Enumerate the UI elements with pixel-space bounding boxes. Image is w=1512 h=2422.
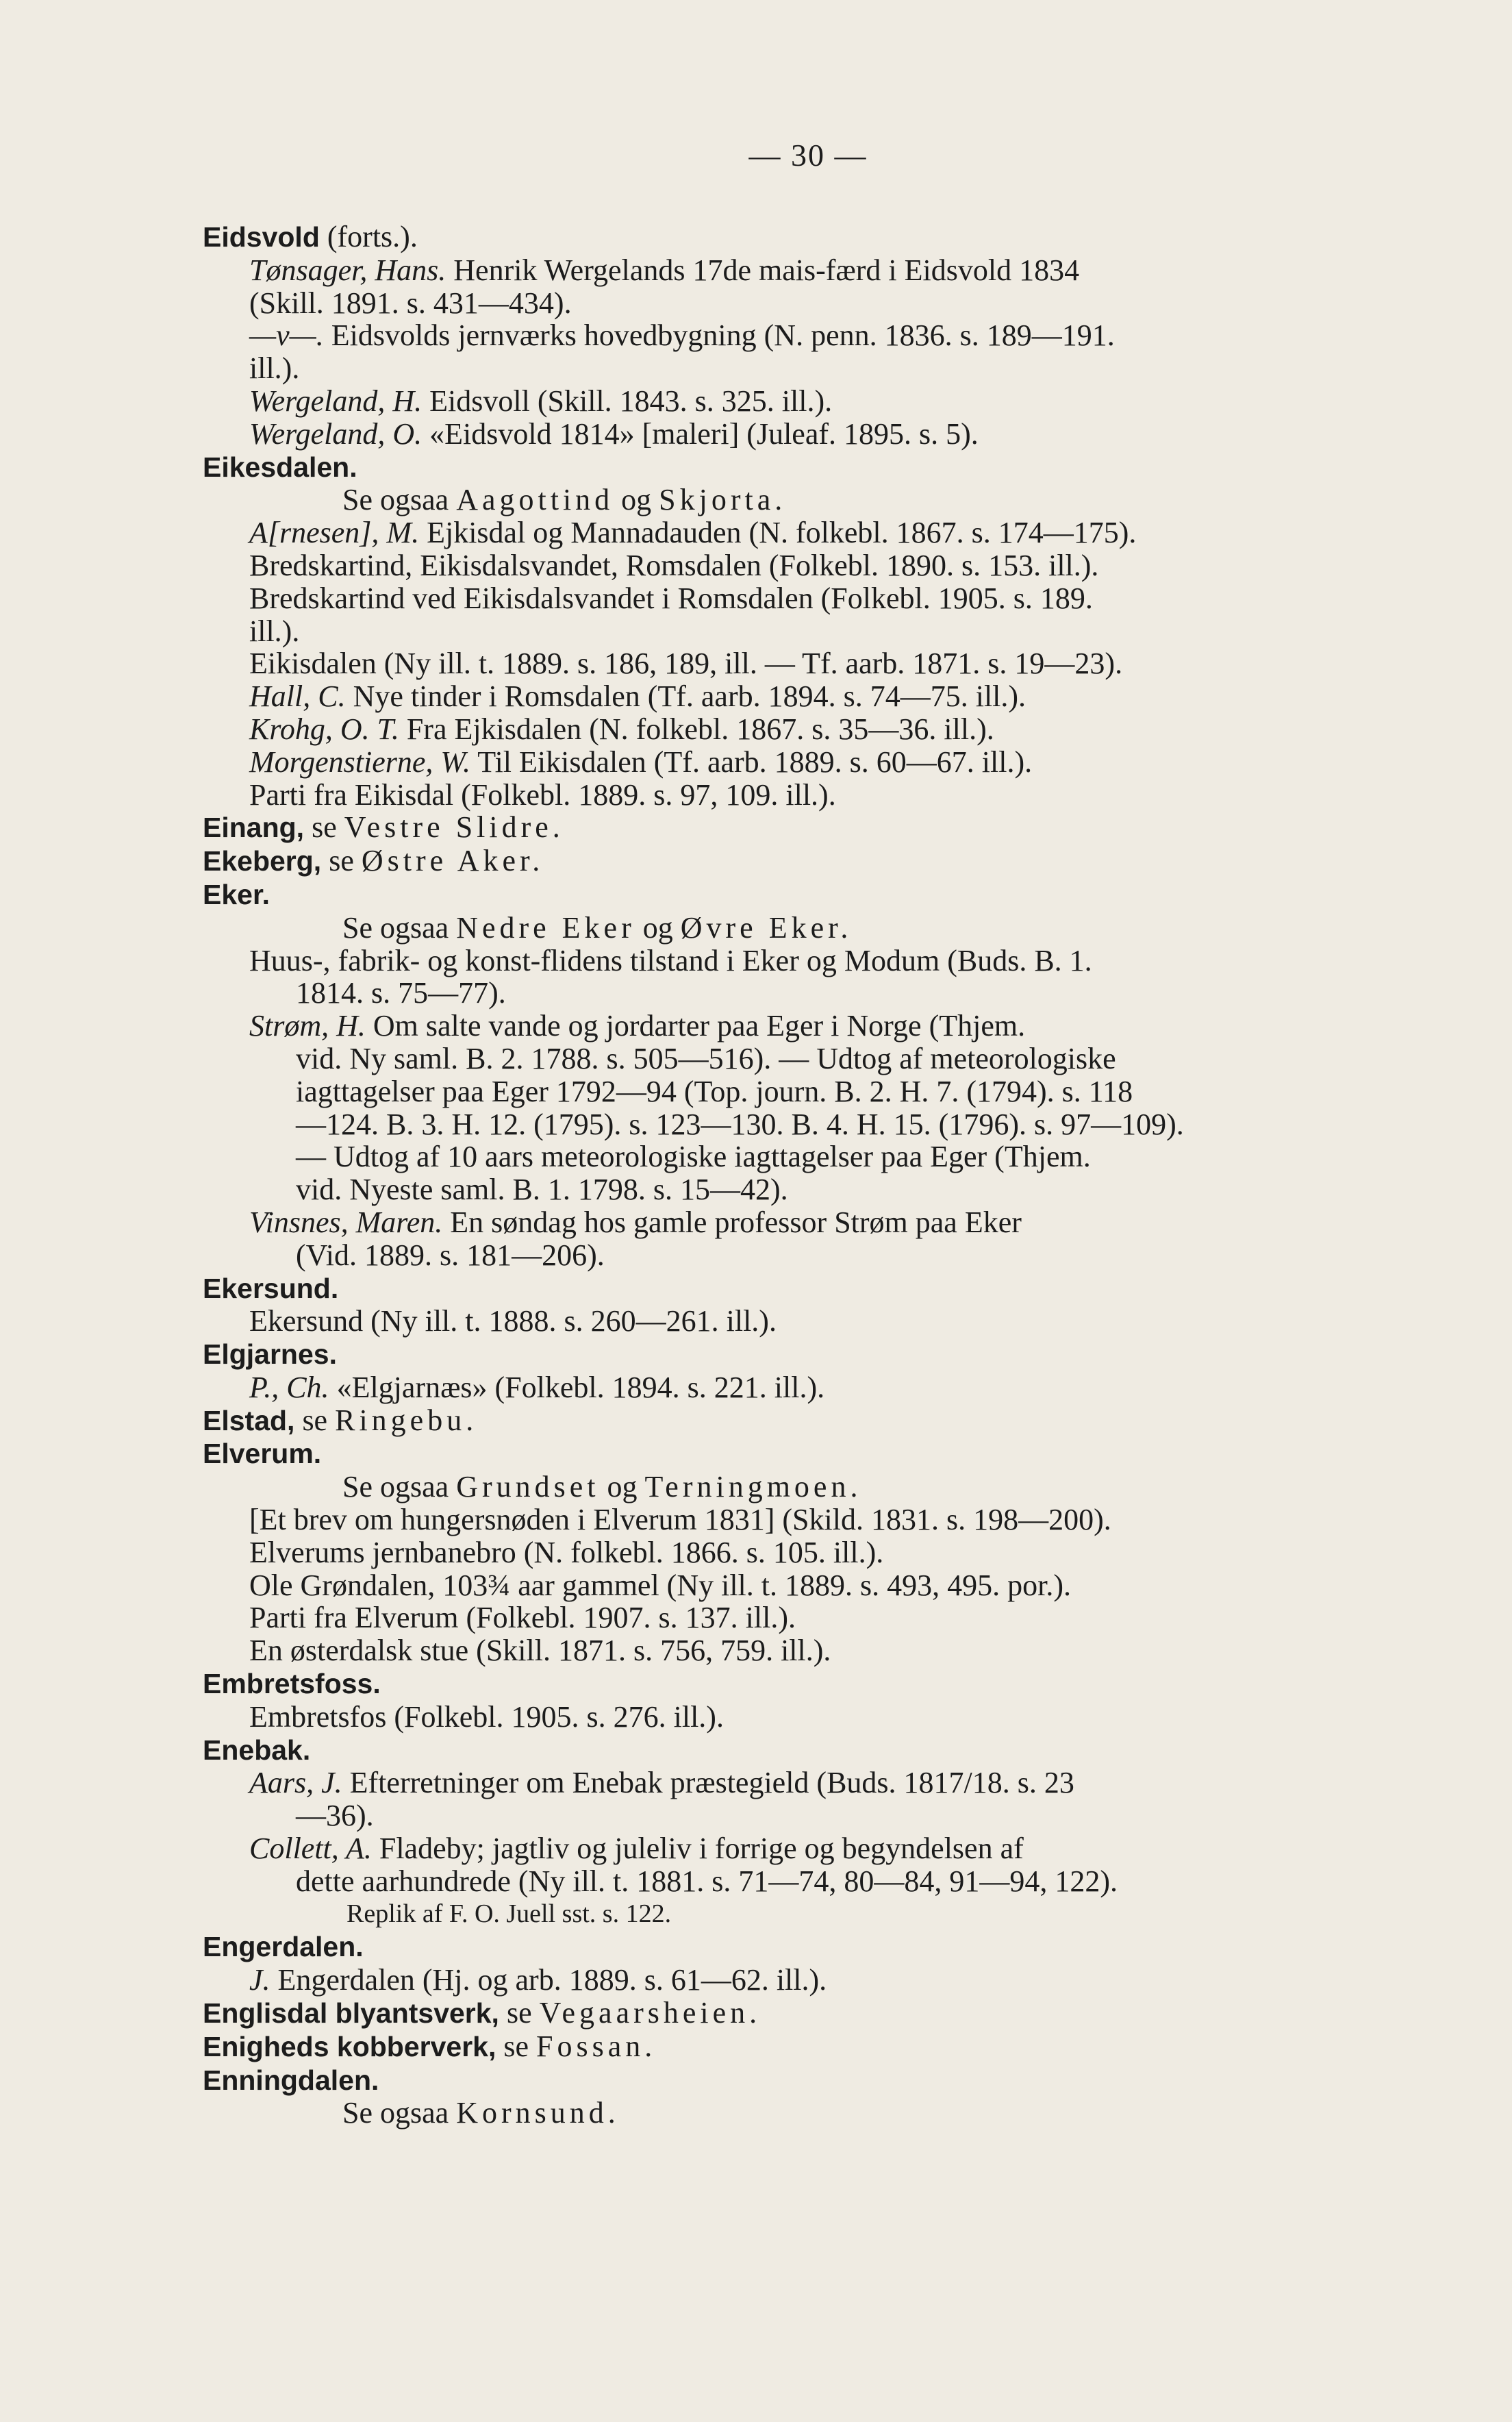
index-entry-line: [203, 912, 1374, 945]
author-name: —v—.: [249, 319, 324, 353]
place-heading: Ekersund.: [203, 1272, 339, 1304]
index-entry-line: [203, 1964, 1374, 1997]
cross-reference: Ringebu.: [335, 1403, 478, 1437]
index-entry-line: [203, 385, 1374, 418]
place-heading: Einang,: [203, 812, 305, 844]
entry-text: Eidsvolds jernværks hovedbygning (N. penn. 1836. s. 189—191.: [323, 319, 1115, 353]
entry-text: se: [304, 810, 344, 845]
cross-reference: Øvre Eker.: [680, 910, 853, 945]
entry-text: og: [614, 483, 659, 517]
entry-text: Fra Ejkisdalen (N. folkebl. 1867. s. 35—36. ill.).: [399, 712, 994, 746]
index-entry-line: [203, 1766, 1374, 1799]
entry-text: Fladeby; jagtliv og juleliv i forrige og begyndelsen af: [371, 1832, 1024, 1866]
index-heading-line: [203, 1437, 1374, 1471]
entry-text: Ekersund (Ny ill. t. 1888. s. 260—261. ill.).: [249, 1304, 777, 1338]
index-entry-line: [203, 1865, 1374, 1898]
index-entry-line: [203, 779, 1374, 812]
author-name: Hall, C.: [249, 679, 346, 714]
entry-text: Efterretninger om Enebak præstegield (Buds. 1817/18. s. 23: [342, 1766, 1074, 1800]
entry-text: Ole Grøndalen, 103¾ aar gammel (Ny ill. t. 1889. s. 493, 495. por.).: [249, 1568, 1072, 1602]
index-heading-line: [203, 878, 1374, 912]
entry-text: Eidsvoll (Skill. 1843. s. 325. ill.).: [422, 384, 833, 418]
index-entry-line: [203, 1898, 1374, 1931]
entry-text: Se ogsaa: [342, 2096, 457, 2130]
index-heading-line: [203, 811, 1374, 845]
index-entry-line: [203, 1140, 1374, 1173]
entry-text: se: [294, 1403, 336, 1437]
index-entry-line: [203, 1010, 1374, 1043]
index-entry-line: [203, 1173, 1374, 1206]
entry-text: «Eidsvold 1814» [maleri] (Juleaf. 1895. s. 5).: [422, 416, 979, 451]
index-entry-line: [203, 713, 1374, 746]
index-heading-line: [203, 1930, 1374, 1964]
entry-text: —36).: [296, 1799, 374, 1833]
index-entry-line: [203, 352, 1374, 385]
entry-text: vid. Nyeste saml. B. 1. 1798. s. 15—42).: [296, 1173, 788, 1207]
cross-reference: Østre Aker.: [361, 844, 544, 878]
entry-text: dette aarhundrede (Ny ill. t. 1881. s. 71—74, 80—84, 91—94, 122).: [296, 1864, 1118, 1898]
index-entry-line: [203, 1503, 1374, 1536]
entry-text: Embretsfos (Folkebl. 1905. s. 276. ill.).: [249, 1699, 724, 1734]
author-name: Wergeland, H.: [249, 384, 423, 418]
index-entry-line: [203, 1569, 1374, 1602]
index-entry-line: [203, 977, 1374, 1010]
index-entry-line: [203, 1634, 1374, 1667]
author-name: J.: [249, 1963, 270, 1997]
entry-text: Bredskartind, Eikisdalsvandet, Romsdalen (Folkebl. 1890. s. 153. ill.).: [249, 548, 1099, 582]
index-entry-line: [203, 549, 1374, 582]
entry-text: Bredskartind ved Eikisdalsvandet i Romsdalen (Folkebl. 1905. s. 189.: [249, 581, 1093, 615]
cross-reference: Aagottind: [456, 483, 614, 517]
place-heading: Elstad,: [203, 1404, 295, 1436]
index-heading-line: [203, 1272, 1374, 1306]
place-heading: Enningdalen.: [203, 2064, 379, 2096]
entry-text: Se ogsaa: [342, 910, 457, 945]
index-entry-line: [203, 1206, 1374, 1239]
entry-text: (Vid. 1889. s. 181—206).: [296, 1238, 605, 1272]
index-entry-line: [203, 1239, 1374, 1272]
entry-text: iagttagelser paa Eger 1792—94 (Top. journ. B. 2. H. 7. (1794). s. 118: [296, 1074, 1133, 1108]
index-entry-line: [203, 287, 1374, 320]
entry-text: se: [496, 2029, 537, 2063]
place-heading: Elverum.: [203, 1438, 322, 1470]
place-heading: Eidsvold: [203, 221, 320, 253]
index-heading-line: [203, 1338, 1374, 1371]
entry-text: ill.).: [249, 614, 300, 648]
index-entry-line: [203, 1601, 1374, 1634]
place-heading: Ekeberg,: [203, 845, 322, 877]
entry-text: «Elgjarnæs» (Folkebl. 1894. s. 221. ill.).: [329, 1370, 825, 1404]
place-heading: Engerdalen.: [203, 1931, 364, 1963]
author-name: P., Ch.: [249, 1370, 329, 1404]
cross-reference: Kornsund.: [456, 2096, 620, 2130]
index-entry-line: [203, 1832, 1374, 1865]
place-heading: Eikesdalen.: [203, 451, 357, 483]
cross-reference: Fossan.: [536, 2029, 657, 2063]
entry-text: Se ogsaa: [342, 1470, 457, 1504]
entry-text: og: [599, 1470, 645, 1504]
index-heading-line: [203, 1997, 1374, 2030]
entry-text: se: [321, 844, 362, 878]
index-heading-line: [203, 2030, 1374, 2064]
entry-text: Se ogsaa: [342, 483, 457, 517]
index-entries: [203, 221, 1374, 2130]
entry-text: (forts.).: [319, 220, 418, 253]
entry-text: 1814. s. 75—77).: [296, 976, 506, 1010]
entry-text: Parti fra Elverum (Folkebl. 1907. s. 137. ill.).: [249, 1601, 796, 1635]
index-entry-line: [203, 254, 1374, 287]
entry-text: Parti fra Eikisdal (Folkebl. 1889. s. 97, 109. ill.).: [249, 777, 836, 812]
entry-text: Nye tinder i Romsdalen (Tf. aarb. 1894. s. 74—75. ill.).: [345, 679, 1026, 714]
cross-reference: Skjorta.: [659, 483, 787, 517]
entry-text: En østerdalsk stue (Skill. 1871. s. 756, 759. ill.).: [249, 1634, 831, 1668]
index-entry-line: [203, 1536, 1374, 1569]
index-entry-line: [203, 319, 1374, 352]
index-entry-line: [203, 418, 1374, 451]
cross-reference: Terningmoen.: [644, 1470, 862, 1504]
index-entry-line: [203, 1371, 1374, 1404]
entry-text: —124. B. 3. H. 12. (1795). s. 123—130. B. 4. H. 15. (1796). s. 97—109).: [296, 1107, 1184, 1141]
index-entry-line: [203, 1799, 1374, 1832]
place-heading: Elgjarnes.: [203, 1338, 337, 1371]
entry-text: Eikisdalen (Ny ill. t. 1889. s. 186, 189, ill. — Tf. aarb. 1871. s. 19—23).: [249, 647, 1123, 681]
entry-text: vid. Ny saml. B. 2. 1788. s. 505—516). — Udtog af meteorologiske: [296, 1041, 1116, 1075]
index-entry-line: [203, 1043, 1374, 1075]
index-entry-line: [203, 582, 1374, 615]
index-heading-line: [203, 845, 1374, 878]
index-entry-line: [203, 2097, 1374, 2130]
index-entry-line: [203, 746, 1374, 779]
cross-reference: Vegaarsheien.: [539, 1996, 761, 2030]
index-entry-line: [203, 1108, 1374, 1141]
entry-text: og: [635, 910, 681, 945]
author-name: Strøm, H.: [249, 1009, 366, 1043]
author-name: Wergeland, O.: [249, 416, 423, 451]
author-name: Tønsager, Hans.: [249, 253, 446, 287]
index-entry-line: [203, 945, 1374, 977]
entry-text: Huus-, fabrik- og konst-flidens tilstand i Eker og Modum (Buds. B. 1.: [249, 943, 1092, 977]
index-entry-line: [203, 1075, 1374, 1108]
entry-text: — Udtog af 10 aars meteorologiske iagttagelser paa Eger (Thjem.: [296, 1140, 1091, 1174]
place-heading: Eker.: [203, 878, 270, 910]
entry-text: Henrik Wergelands 17de mais-færd i Eidsvold 1834: [446, 253, 1080, 287]
page-number: — 30 —: [748, 138, 868, 173]
index-heading-line: [203, 451, 1374, 484]
entry-text: Engerdalen (Hj. og arb. 1889. s. 61—62. ill.).: [270, 1963, 827, 1997]
entry-text: [Et brev om hungersnøden i Elverum 1831] (Skild. 1831. s. 198—200).: [249, 1503, 1111, 1537]
index-heading-line: [203, 1404, 1374, 1438]
index-entry-line: [203, 484, 1374, 516]
author-name: Morgenstierne, W.: [249, 745, 471, 779]
author-name: Krohg, O. T.: [249, 712, 399, 746]
entry-text: Til Eikisdalen (Tf. aarb. 1889. s. 60—67. ill.).: [470, 745, 1033, 779]
index-entry-line: [203, 516, 1374, 549]
place-heading: Enebak.: [203, 1734, 311, 1766]
entry-text: (Skill. 1891. s. 431—434).: [249, 286, 572, 320]
index-heading-line: [203, 221, 1374, 254]
entry-text: Ejkisdal og Mannadauden (N. folkebl. 1867. s. 174—175).: [419, 516, 1137, 550]
author-name: Vinsnes, Maren.: [249, 1205, 443, 1239]
cross-reference: Nedre Eker: [456, 910, 635, 945]
entry-text: Replik af F. O. Juell sst. s. 122.: [346, 1899, 672, 1928]
index-entry-line: [203, 615, 1374, 648]
cross-reference: Grundset: [456, 1470, 600, 1504]
index-heading-line: [203, 1667, 1374, 1701]
place-heading: Enigheds kobberverk,: [203, 2030, 496, 2062]
cross-reference: Vestre Slidre.: [344, 810, 564, 845]
entry-text: se: [499, 1996, 540, 2030]
place-heading: Englisdal blyantsverk,: [203, 1997, 499, 2030]
index-entry-line: [203, 680, 1374, 713]
index-entry-line: [203, 1701, 1374, 1734]
entry-text: ill.).: [249, 351, 300, 386]
index-heading-line: [203, 1734, 1374, 1767]
index-entry-line: [203, 647, 1374, 680]
index-entry-line: [203, 1305, 1374, 1338]
place-heading: Embretsfoss.: [203, 1668, 381, 1700]
entry-text: Elverums jernbanebro (N. folkebl. 1866. s. 105. ill.).: [249, 1535, 884, 1569]
entry-text: En søndag hos gamle professor Strøm paa Eker: [442, 1205, 1022, 1239]
author-name: Aars, J.: [249, 1766, 342, 1800]
index-entry-line: [203, 1471, 1374, 1503]
author-name: A[rnesen], M.: [249, 516, 420, 550]
entry-text: Om salte vande og jordarter paa Eger i Norge (Thjem.: [365, 1009, 1026, 1043]
author-name: Collett, A.: [249, 1832, 372, 1866]
index-heading-line: [203, 2064, 1374, 2097]
